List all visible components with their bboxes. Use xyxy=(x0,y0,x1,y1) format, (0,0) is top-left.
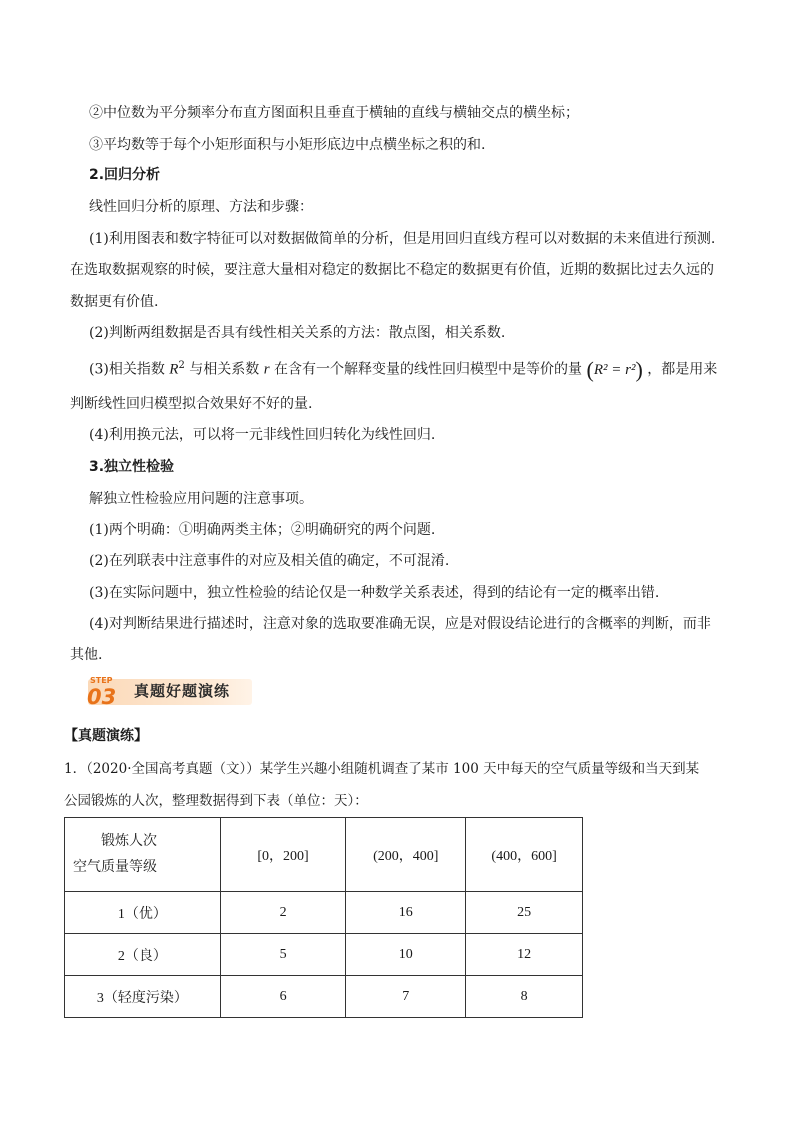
mean-note: ③平均数等于每个小矩形面积与小矩形底边中点横坐标之积的和. xyxy=(89,137,486,153)
table-cell: 7 xyxy=(346,976,466,1018)
regression-intro: 线性回归分析的原理、方法和步骤： xyxy=(89,199,313,215)
table-row xyxy=(65,976,583,1018)
banner-title: 真题好题演练 xyxy=(134,682,231,700)
table-cell: 10 xyxy=(346,934,466,976)
row-label: 3（轻度污染） xyxy=(65,976,221,1018)
regression-point-2: (2)判断两组数据是否具有线性相关关系的方法：散点图，相关系数. xyxy=(89,325,506,341)
table-cell: 2 xyxy=(220,892,346,934)
regression-point-1-end: 数据更有价值. xyxy=(70,294,159,310)
row-label: 2（良） xyxy=(65,934,221,976)
corner-bottom-label: 空气质量等级 xyxy=(73,859,157,875)
section-label: 【真题演练】 xyxy=(64,728,148,744)
corner-top-label: 锻炼人次 xyxy=(101,833,157,849)
column-header: (400，600] xyxy=(466,818,583,892)
table-cell: 12 xyxy=(466,934,583,976)
heading-regression: 2.回归分析 xyxy=(89,167,161,183)
step-label: STEP xyxy=(90,676,113,685)
independence-point-4-end: 其他. xyxy=(70,647,103,663)
column-header: (200，400] xyxy=(346,818,466,892)
table-header-row xyxy=(65,818,583,892)
column-header: [0，200] xyxy=(220,818,346,892)
equation-text: R² = r² xyxy=(593,361,636,378)
table-cell: 16 xyxy=(346,892,466,934)
symbol-r: r xyxy=(263,361,270,378)
step-banner xyxy=(82,673,252,709)
problem-statement-line-1: 1．（2020·全国高考真题（文））某学生兴趣小组随机调查了某市 100 天中每天的空气质量等级和当天到某 xyxy=(64,761,700,777)
independence-intro: 解独立性检验应用问题的注意事项。 xyxy=(89,491,313,507)
symbol-R-exponent: 2 xyxy=(178,360,185,371)
data-table xyxy=(64,817,583,1018)
text-segment: 在含有一个解释变量的线性回归模型中是等价的量 xyxy=(274,361,583,378)
regression-point-1: (1)利用图表和数字特征可以对数据做简单的分析，但是用回归直线方程可以对数据的未来值进行预测. xyxy=(89,231,716,247)
heading-independence-test: 3.独立性检验 xyxy=(89,459,175,475)
text-segment: 与相关系数 xyxy=(189,361,260,378)
symbol-R: R xyxy=(169,361,179,378)
regression-point-3-end: 判断线性回归模型拟合效果好不好的量. xyxy=(70,396,313,412)
regression-point-3 xyxy=(89,356,717,380)
problem-statement-line-2: 公园锻炼的人次，整理数据得到下表（单位：天）： xyxy=(64,793,368,809)
regression-point-4: (4)利用换元法，可以将一元非线性回归转化为线性回归. xyxy=(89,427,436,443)
equation-R2-equals-r2: (R² = r²) xyxy=(586,356,643,382)
independence-point-3: (3)在实际问题中，独立性检验的结论仅是一种数学关系表述，得到的结论有一定的概率出错. xyxy=(89,585,660,601)
step-number: 03 xyxy=(87,685,117,709)
table-corner-cell xyxy=(65,818,221,892)
table-row xyxy=(65,934,583,976)
independence-point-1: (1)两个明确：①明确两类主体；②明确研究的两个问题. xyxy=(89,522,436,538)
table-cell: 8 xyxy=(466,976,583,1018)
table-cell: 5 xyxy=(220,934,346,976)
step-badge-icon xyxy=(82,673,122,709)
row-label: 1（优） xyxy=(65,892,221,934)
independence-point-4: (4)对判断结果进行描述时，注意对象的选取要准确无误，应是对假设结论进行的含概率的判断，而非 xyxy=(89,616,711,632)
table-row xyxy=(65,892,583,934)
independence-point-2: (2)在列联表中注意事件的对应及相关值的确定，不可混淆. xyxy=(89,553,450,569)
regression-point-1-cont: 在选取数据观察的时候，要注意大量相对稳定的数据比不稳定的数据更有价值，近期的数据比过去久远的 xyxy=(70,262,714,278)
text-segment: (3)相关指数 xyxy=(89,361,165,378)
median-note: ②中位数为平分频率分布直方图面积且垂直于横轴的直线与横轴交点的横坐标； xyxy=(89,105,579,121)
table-cell: 25 xyxy=(466,892,583,934)
table-cell: 6 xyxy=(220,976,346,1018)
text-segment: ，都是用来 xyxy=(647,361,718,378)
